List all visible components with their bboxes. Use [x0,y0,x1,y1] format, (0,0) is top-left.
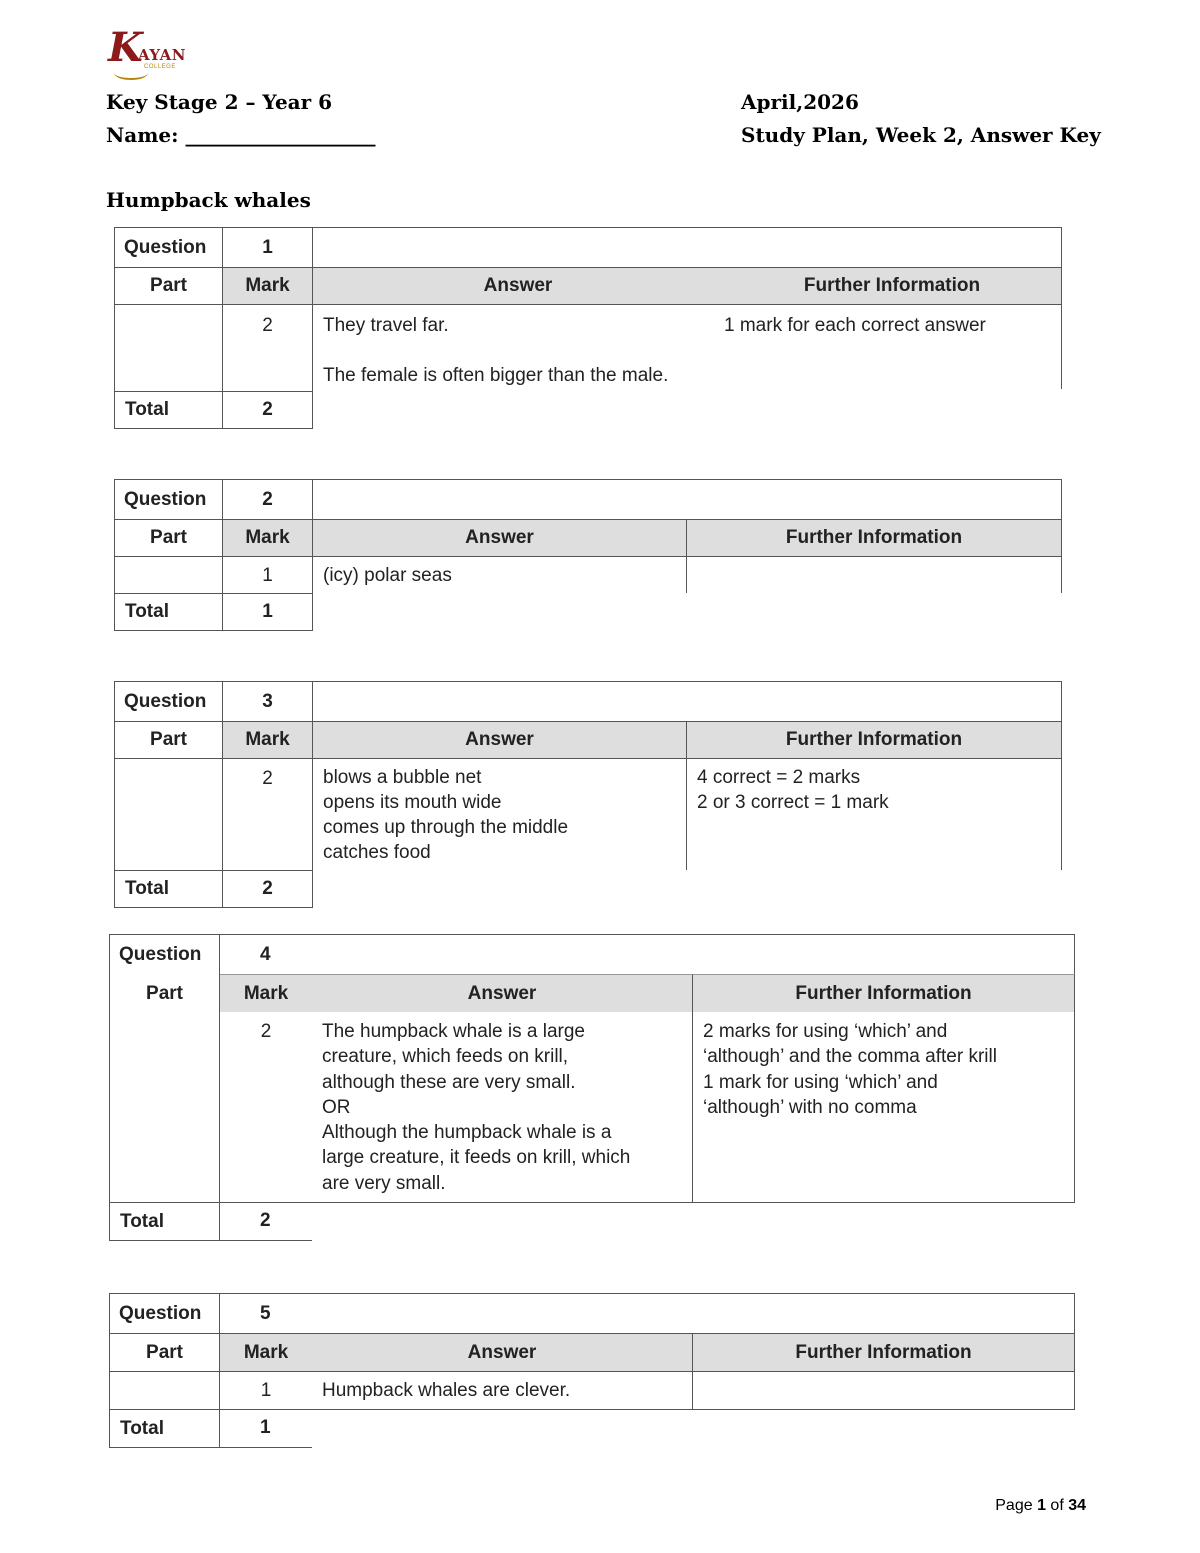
further-info-text: 4 correct = 2 marks 2 or 3 correct = 1 mark [687,759,1062,870]
total-value: 1 [223,593,313,631]
question-label: Question [109,934,220,974]
answer-header: Answer [312,974,693,1012]
question-number: 1 [223,227,313,268]
logo-letter-k: K [108,24,143,71]
total-label: Total [114,593,223,631]
answer-header: Answer [312,1333,693,1372]
further-info-text [693,1372,1075,1410]
part-cell [114,305,223,391]
mark-header: Mark [223,519,313,557]
study-plan-title: Study Plan, Week 2, Answer Key [741,123,1101,147]
document-date: April,2026 [741,90,859,114]
mark-value: 2 [223,305,313,391]
further-info-text: 1 mark for each correct answer [714,305,1062,389]
question-header-blank [313,227,1062,268]
mark-header: Mark [220,1333,312,1372]
total-label: Total [114,870,223,908]
answer-header: Answer [313,267,723,305]
part-header: Part [114,267,223,305]
total-label: Total [109,1202,220,1241]
part-cell [114,759,223,870]
total-value: 2 [220,1202,312,1241]
question-4-table [109,934,1075,1241]
mark-header: Mark [220,974,312,1012]
page-number [995,1497,1086,1515]
question-label: Question [114,227,223,268]
total-label: Total [114,391,223,429]
further-info-text [687,557,1062,593]
part-header: Part [114,721,223,759]
question-label: Question [109,1293,220,1334]
further-info-header: Further Information [693,1333,1075,1372]
question-label: Question [114,479,223,520]
answer-text: Humpback whales are clever. [312,1372,693,1410]
answer-text: The humpback whale is a large creature, which feeds on krill, although these are very small. OR Although the humpback whale is a large creature, it feeds on krill, which are very small. [312,1012,693,1203]
page-of: of [1045,1497,1069,1514]
part-cell [109,1372,220,1410]
question-number: 2 [223,479,313,520]
mark-value: 1 [260,1380,272,1401]
further-info-header: Further Information [723,267,1062,305]
total-value: 2 [223,391,313,429]
part-header: Part [114,519,223,557]
row-divider [220,1409,1075,1410]
total-value: 2 [223,870,313,908]
mark-value: 1 [223,557,313,593]
question-number: 3 [223,681,313,722]
page-prefix: Page [995,1497,1038,1514]
mark-value: 2 [220,1012,312,1203]
key-stage-label: Key Stage 2 – Year 6 [106,90,333,114]
college-logo [108,24,188,80]
total-label: Total [109,1409,220,1448]
answer-text: They travel far. The female is often bigger than the male. [323,315,669,386]
answer-header: Answer [313,721,687,759]
answer-text: blows a bubble net opens its mouth wide comes up through the middle catches food [313,759,687,870]
question-number: 5 [220,1293,1075,1334]
part-cell [114,557,223,593]
page-current: 1 [1037,1497,1046,1514]
question-header-blank [313,681,1062,722]
further-info-header: Further Information [693,974,1075,1012]
question-1-table [114,227,1062,429]
answer-text: (icy) polar seas [313,557,687,593]
question-label: Question [114,681,223,722]
name-field-label: Name: ___________________ [106,123,376,147]
total-value: 1 [220,1409,312,1448]
question-3-table [114,681,1062,908]
logo-wordmark: AYAN [138,46,186,64]
question-5-table [109,1293,1075,1448]
question-2-table [114,479,1062,631]
answer-header: Answer [313,519,687,557]
section-title: Humpback whales [106,188,311,212]
question-header-blank [313,479,1062,520]
page-total: 34 [1068,1497,1086,1514]
further-info-header: Further Information [687,721,1062,759]
mark-header: Mark [223,267,313,305]
question-number: 4 [220,934,1075,974]
part-header: Part [109,974,220,1203]
mark-value: 2 [223,759,313,870]
logo-subtext: COLLEGE [144,64,176,70]
part-header: Part [109,1333,220,1372]
logo-swirl-icon [114,66,148,80]
further-info-text: 2 marks for using ‘which’ and ‘although’ and the comma after krill 1 mark for using ‘which’ and ‘although’ with no comma [693,1012,1075,1203]
table-edge [1074,934,1075,974]
further-info-header: Further Information [687,519,1062,557]
mark-header: Mark [223,721,313,759]
